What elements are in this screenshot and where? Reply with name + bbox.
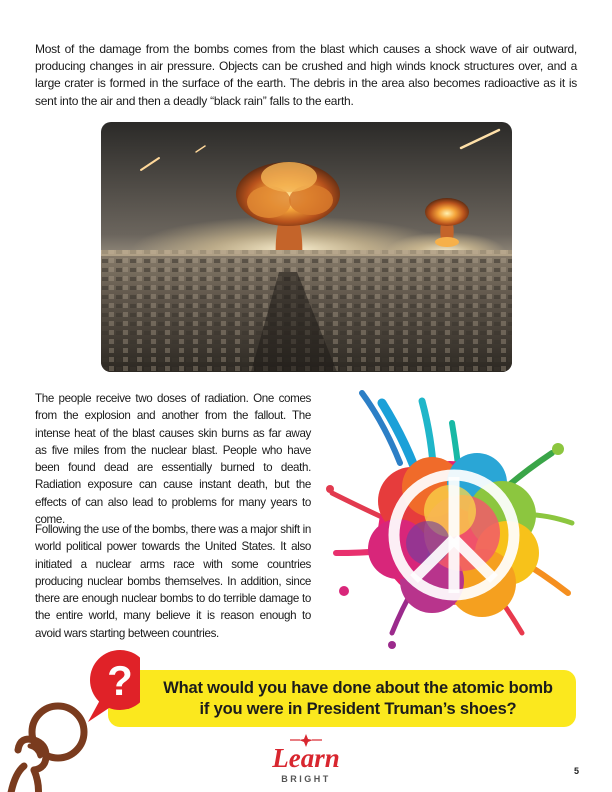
- paragraph-blast-damage: Most of the damage from the bombs comes from the blast which causes a shock wave of air outward, producing changes in air pressure. Objects can be crushed and high winds knock structures over, and a large crater is formed in the surface of the earth. The debris in the area also becomes radioactive as it is sent into the air and then a deadly “black rain” falls to the earth.: [35, 42, 577, 108]
- logo-word: Learn: [272, 743, 340, 773]
- page-number: 5: [574, 766, 580, 776]
- paragraph-political-shift: Following the use of the bombs, there was a major shift in world political power towards the United States. It also initiated a nuclear arms race with some countries producing nuclear bombs themselves. In addition, since there are enough nuclear bombs to do terrible damage to the entire world, many believe it is reason enough to avoid wars starting between countries.: [35, 523, 311, 640]
- svg-text:?: ?: [107, 657, 133, 704]
- question-bubble-icon: [88, 650, 140, 722]
- nuclear-explosion-photo: [101, 122, 512, 372]
- discussion-question: [148, 678, 568, 720]
- thinking-figure-icon: [0, 648, 140, 792]
- paragraph-radiation: The people receive two doses of radiation. One comes from the explosion and another from the fallout. The intense heat of the blast causes skin burns as far away as five miles from the nuclear blast. People who have been found dead are essentially burned to death. Radiation exposure can cause instant death, but the effects of can also lead to problems for many years to come.: [35, 392, 311, 527]
- logo-sub: BRIGHT: [281, 774, 331, 784]
- discussion-question-banner: [108, 670, 576, 727]
- peace-sign-paint-splash: [322, 383, 584, 653]
- question-line-1: What would you have done about the atomic bomb: [163, 679, 553, 697]
- question-line-2: if you were in President Truman’s shoes?: [199, 700, 517, 718]
- learn-bright-logo: [250, 732, 362, 786]
